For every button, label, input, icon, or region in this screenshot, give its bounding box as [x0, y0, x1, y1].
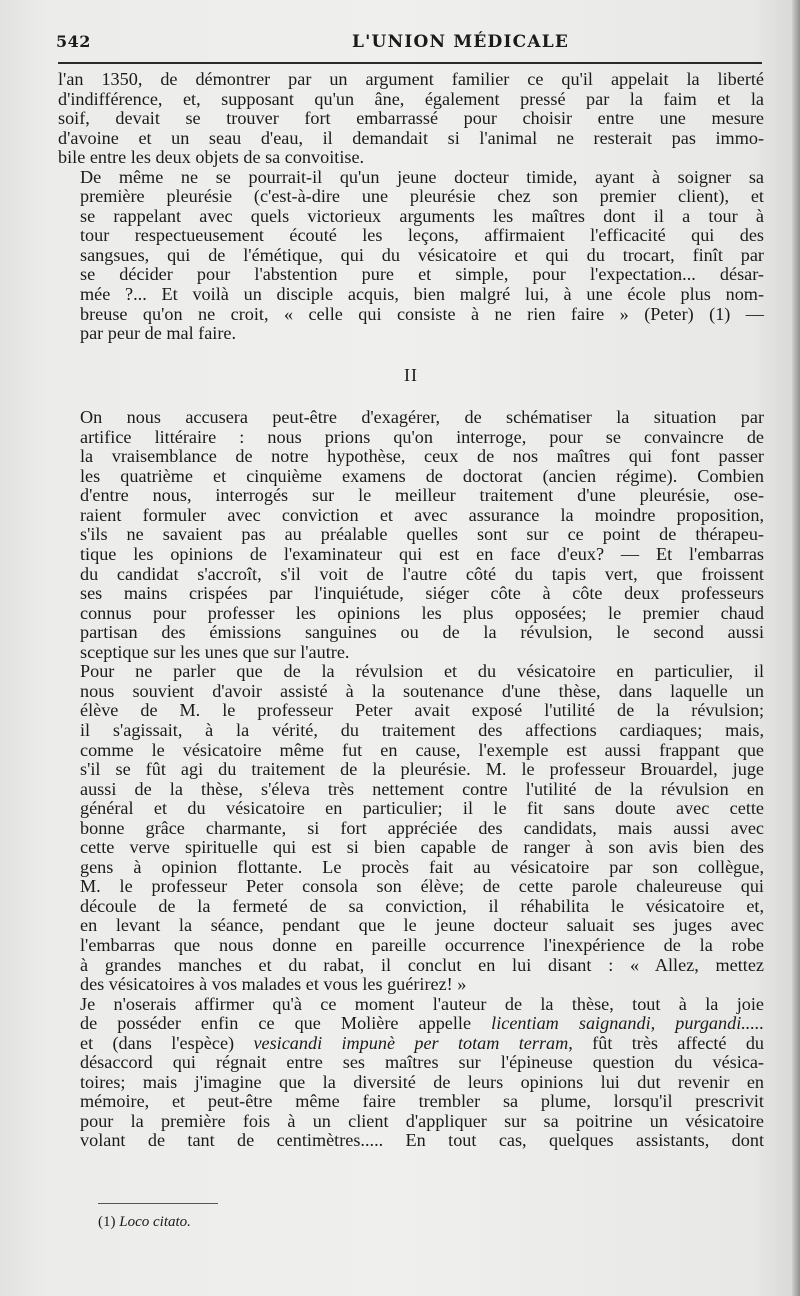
text-line: se rappelant avec quels victorieux arguments les maîtres dont il a tour à	[80, 205, 764, 226]
header-rule	[58, 62, 762, 64]
footnote-marker: (1)	[98, 1214, 116, 1230]
text-line: d'avoine et un seau d'eau, il demandait si l'animal ne resterait pas immo-	[58, 127, 764, 148]
paragraph	[58, 408, 764, 662]
text-line: partisan des émissions sanguines ou de la révulsion, le second aussi	[80, 622, 764, 643]
text-line: s'il se fût agi du traitement de la pleurésie. M. le professeur Brouardel, juge	[80, 759, 764, 780]
section-heading: II	[404, 364, 418, 385]
text-line: M. le professeur Peter consola son élève; de cette parole chaleureuse qui	[80, 876, 764, 897]
text-line: l'embarras que nous donne en pareille occurrence l'inexpérience de la robe	[80, 934, 764, 955]
text-line: mée ?... Et voilà un disciple acquis, bien malgré lui, à une école plus nom-	[80, 284, 764, 305]
text-line: les quatrième et cinquième examens de doctorat (ancien régime). Combien	[80, 465, 764, 486]
text-line: par peur de mal faire.	[80, 323, 237, 344]
running-head: L'UNION MÉDICALE	[352, 32, 570, 52]
text-line: de posséder enfin ce que Molière appelle licentiam saignandi, purgandi.....	[80, 1013, 764, 1034]
paragraph	[58, 662, 764, 994]
text-line: découle de la fermeté de sa conviction, il réhabilita le vésicatoire et,	[80, 895, 764, 916]
paragraph	[58, 168, 764, 344]
text-line: ses mains crispées par l'inquiétude, siéger côte à côte deux professeurs	[80, 583, 764, 604]
body-text	[58, 70, 764, 1151]
text-line: d'indifférence, et, supposant qu'un âne, également pressé par la faim et la	[58, 88, 764, 109]
text-line: sceptique sur les unes que sur l'autre.	[80, 641, 350, 662]
paragraph	[58, 995, 764, 1151]
text-line: sangsues, qui de l'émétique, qui du vésicatoire et qui du trocart, finît par	[80, 244, 764, 265]
footnote-text: Loco citato.	[119, 1214, 191, 1230]
page-edge-shadow	[792, 0, 800, 1296]
latin-phrase: vesicandi impunè per totam terram,	[253, 1032, 573, 1053]
page-header	[56, 30, 762, 58]
text-line: première pleurésie (c'est-à-dire une pleurésie chez son premier client), et	[80, 186, 764, 207]
text-line: breuse qu'on ne croit, « celle qui consiste à ne rien faire » (Peter) (1) —	[80, 303, 764, 324]
text-line: en levant la séance, pendant que le jeune docteur saluait ses juges avec	[80, 915, 764, 936]
text-after-section	[58, 408, 764, 994]
footnote	[98, 1214, 191, 1231]
text-line: tour respectueusement écouté les leçons, affirmaient l'efficacité qui des	[80, 225, 764, 246]
text-before-section	[58, 70, 764, 344]
latin-phrase: licentiam saignandi, purgandi.....	[491, 1013, 764, 1034]
text-line: volant de tant de centimètres..... En tout cas, quelques assistants, dont	[80, 1130, 764, 1151]
text-line: Je n'oserais affirmer qu'à ce moment l'auteur de la thèse, tout à la joie	[80, 993, 764, 1014]
text-line: mémoire, et peut-être même faire trembler sa plume, lorsqu'il prescrivit	[80, 1091, 764, 1112]
text-line: nous souvient d'avoir assisté à la soutenance d'une thèse, dans laquelle un	[80, 680, 764, 701]
text-line: soif, devait se trouver fort embarrassé pour choisir entre une mesure	[58, 108, 764, 129]
text-line: se décider pour l'abstention pure et simple, pour l'expectation... désar-	[80, 264, 764, 285]
text-line: élève de M. le professeur Peter avait exposé l'utilité de la révulsion;	[80, 700, 764, 721]
text-line: du candidat s'accroît, s'il voit de l'autre côté du tapis vert, que froissent	[80, 563, 764, 584]
text-line: connus pour professer les opinions les plus opposées; le premier chaud	[80, 602, 764, 623]
text-line: il s'agissait, à la vérité, du traitement des affections cardiaques; mais,	[80, 719, 764, 740]
text-line: De même ne se pourrait-il qu'un jeune docteur timide, ayant à soigner sa	[80, 166, 764, 187]
page-number: 542	[56, 32, 91, 51]
text-line: des vésicatoires à vos malades et vous les guérirez! »	[80, 974, 467, 995]
text-line: général et du vésicatoire en particulier; il le fit sans doute avec cette	[80, 798, 764, 819]
text-line: et (dans l'espèce) vesicandi impunè per totam terram, fût très affecté du	[80, 1032, 765, 1053]
text-line: gens à opinion flottante. Le procès fait au vésicatoire par son collègue,	[80, 856, 764, 877]
text-line: désaccord qui régnait entre ses maîtres sur l'épineuse question du vésica-	[80, 1052, 764, 1073]
text-line: bile entre les deux objets de sa convoitise.	[58, 147, 365, 168]
text-line: s'ils ne savaient pas au préalable quelles sont sur ce point de thérapeu-	[80, 524, 764, 545]
text-line: la vraisemblance de notre hypothèse, ceux de nos maîtres qui font passer	[80, 446, 764, 467]
text-line: artifice littéraire : nous prions qu'on interroge, pour se convaincre de	[80, 426, 764, 447]
text-line: d'entre nous, interrogés sur le meilleur traitement d'une pleurésie, ose-	[80, 485, 764, 506]
text-line: Pour ne parler que de la révulsion et du vésicatoire en particulier, il	[80, 661, 764, 682]
text-line: l'an 1350, de démontrer par un argument familier ce qu'il appelait la liberté	[58, 69, 764, 89]
text-line: raient formuler avec conviction et avec assurance la moindre proposition,	[80, 504, 764, 525]
text-line: aussi de la thèse, s'éleva très nettement contre l'utilité de la révulsion en	[80, 778, 764, 799]
footnote-rule	[98, 1203, 218, 1204]
text-line: tique les opinions de l'examinateur qui est en face d'eux? — Et l'embarras	[80, 544, 764, 565]
text-line: toires; mais j'imagine que la diversité de leurs opinions lui dut revenir en	[80, 1071, 764, 1092]
text-line: pour la première fois à un client d'appliquer sur sa poitrine un vésicatoire	[80, 1110, 764, 1131]
text-line: cette verve spirituelle qui est si bien capable de ranger à son avis bien des	[80, 837, 764, 858]
text-line: comme le vésicatoire même fut en cause, l'exemple est aussi frappant que	[80, 739, 764, 760]
text-line: à grandes manches et du rabat, il conclut en lui disant : « Allez, mettez	[80, 954, 764, 975]
text-line: bonne grâce charmante, si fort appréciée des candidats, mais aussi avec	[80, 817, 764, 838]
text-line: On nous accusera peut-être d'exagérer, de schématiser la situation par	[80, 407, 764, 428]
paragraph	[58, 70, 764, 168]
